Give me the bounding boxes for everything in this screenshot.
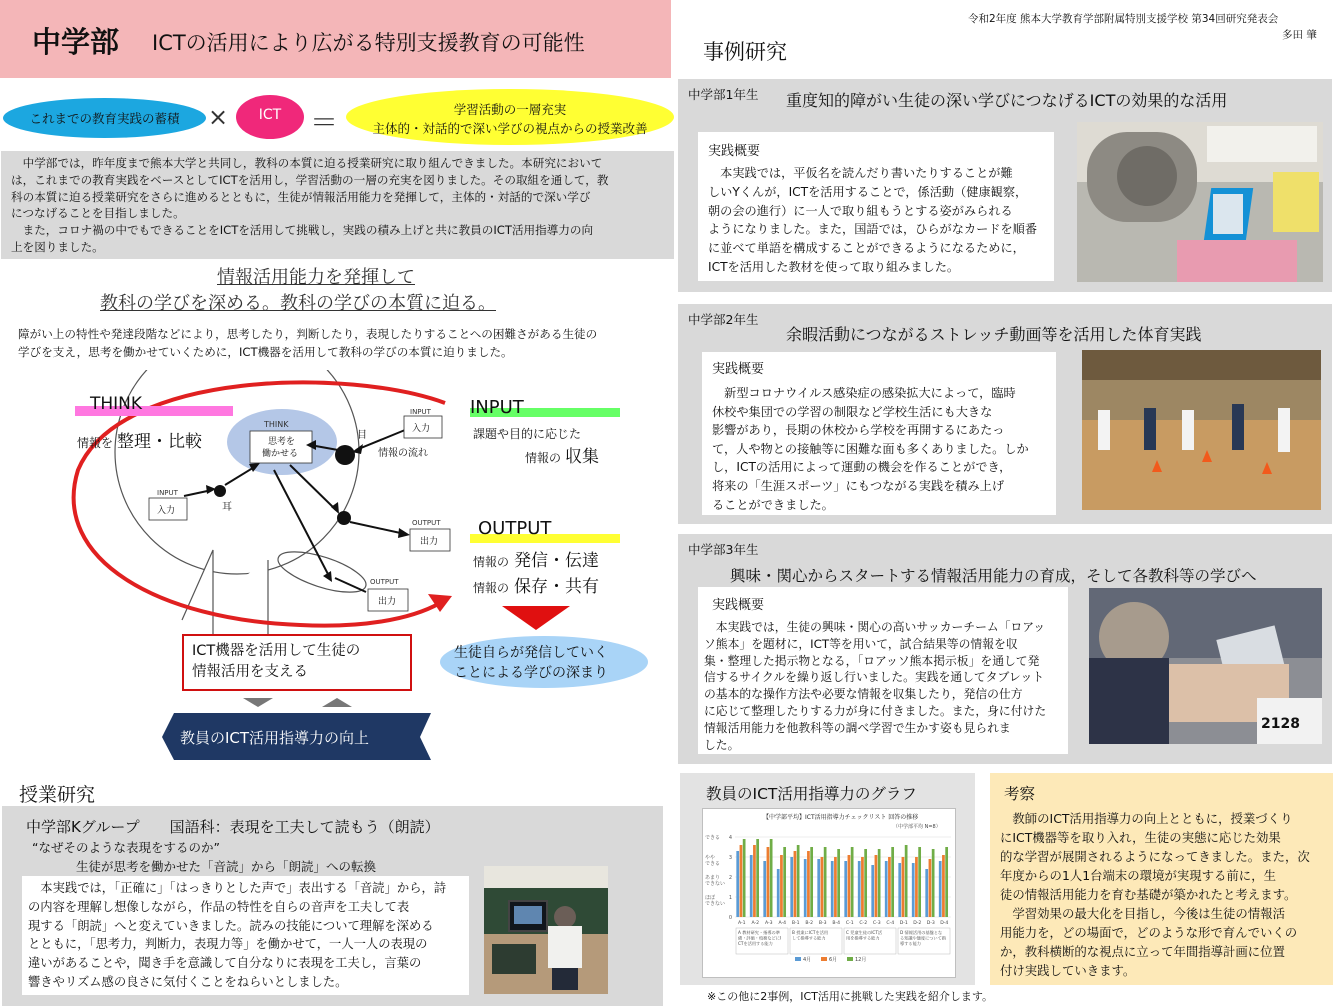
lesson-text-box (22, 876, 469, 995)
output-sub2b: 保存・共有 (514, 577, 599, 597)
case3-panel (678, 534, 1332, 764)
student-cloud-line1: 生徒自らが発信していく (454, 645, 608, 661)
small-output-low: OUTPUT (370, 578, 399, 586)
chart-legend-swatch (821, 957, 827, 961)
consideration-heading: 考察 (1004, 785, 1036, 803)
theme-description: 障がい上の特性や発達段階などにより，思考したり，判断したり，表現したりすることへの困難さがある生徒の 学びを支え，思考を働かせていくために，ICT機器を活用して教科の学びの本質に迫りました。 (18, 327, 598, 359)
chart-category-label: D-1 (899, 921, 908, 926)
chart-bar (821, 857, 824, 917)
case2-label: 実践概要 (712, 362, 765, 377)
flow-label: 情報の流れ (378, 448, 428, 459)
formula-ict-text: ICT (258, 107, 282, 123)
chart-group-label: B 授業にICTを活用 (792, 930, 829, 935)
chart-bar (858, 861, 861, 917)
chart-bar (844, 861, 847, 917)
chart-bar (753, 845, 756, 917)
chart-category-label: C-1 (845, 921, 854, 926)
chart-bar (885, 861, 888, 917)
page-title: ICTの活用により広がる特別支援教育の可能性 (152, 31, 585, 55)
consideration-panel (990, 773, 1333, 985)
chart-group-label: 備・評価・校務などにI (738, 935, 782, 941)
formula-accum-ellipse (3, 98, 206, 138)
chart-bar (932, 849, 935, 917)
output-box-low-label: 出力 (378, 597, 397, 607)
case3-grade: 中学部3年生 (688, 542, 759, 557)
formula-ict-ellipse (236, 95, 304, 139)
chart-bar (831, 861, 834, 917)
case2-panel (678, 304, 1332, 524)
chart-bar (891, 847, 894, 917)
output-sub2a: 情報の (473, 581, 510, 595)
chart-group-label: して指導する能力 (792, 935, 826, 941)
chart-bar (780, 855, 783, 917)
chart-level-label: できる (705, 861, 721, 867)
chart-bar (837, 849, 840, 917)
chart-level-label: やや (705, 855, 716, 861)
chart-bar (902, 857, 905, 917)
case2-photo (1082, 350, 1321, 510)
intro-text: 中学部では，昨年度まで熊本大学と共同し，教科の本質に迫る授業研究に取り組んできました。本研究において は，これまでの教育実践をベースとしてICTを活用し，学習活動の一層の充実を図りました。その取組を通して，教 科の本質に迫る授業研究をさらに進めるとともに，生徒が情報活用能力を発揮して，主体的・対話的で深い学び につなげることを目指しました。 また，コロナ禍の中でもできることをICTを活用して挑戦し，実践の積み上げと共に教員のICT活用指導力の向 上を図りました。 (11, 156, 609, 254)
chart-bar (824, 847, 827, 917)
chart-bar (878, 849, 881, 917)
chart-bar (864, 849, 867, 917)
small-input-right: INPUT (410, 408, 431, 416)
input-box-left-label: 入力 (157, 506, 176, 516)
chart-ytick-label: 3 (728, 855, 732, 861)
chart-bar (783, 847, 786, 917)
head-outline (115, 370, 359, 574)
chart-bar (925, 869, 928, 917)
chart-ytick-label: 4 (728, 835, 732, 841)
chart-bar (929, 859, 932, 917)
chart-ytick-label: 2 (728, 875, 732, 881)
chart-title: 【中学部平均】ICT活用指導力チェックリスト 回答の推移 (763, 814, 919, 821)
chart-category-label: D-3 (926, 921, 935, 926)
author-name: 多田 肇 (1282, 29, 1317, 41)
formula-result-line1: 学習活動の一層充実 (453, 102, 567, 117)
chart-group-label: る知識や態度について指 (900, 935, 946, 941)
student-cloud-line2: ことによる学びの深まり (454, 665, 608, 681)
think-sub-a: 情報を (77, 436, 114, 450)
graph-panel (680, 773, 975, 985)
lesson-body: 本実践では，「正確に」「はっきりとした声で」表出する「音読」から，詩 の内容を理解し想像しながら，作品の特性を自らの音声を工夫して表 現する「朗読」へと変えていきました。読みの技能について理解を深める とともに，「思考力，判断力，表現力等」を働かせて，一人一人の表現の 違いがあることや，聞き手を意識して自分なりに表現を工夫し，言葉の 響きやリズム感の良さに気付くことをねらいとしました。 (28, 881, 447, 989)
input-heading: INPUT (470, 397, 524, 418)
chart-group-label: D 情報活用の基盤とな (900, 930, 943, 935)
chart-group-label: CTを活用する能力 (738, 941, 773, 946)
chart-category-label: B-1 (791, 921, 800, 926)
ict-support-line2: 情報活用を支える (192, 664, 308, 680)
output-heading: OUTPUT (478, 518, 552, 539)
chart-level-label: あまり (705, 875, 721, 881)
chart-category-label: B-4 (832, 921, 841, 926)
chart-bar (797, 845, 800, 917)
case2-title: 余暇活動につながるストレッチ動画等を活用した体育実践 (786, 325, 1202, 344)
case-study-heading: 事例研究 (703, 40, 787, 64)
chart-category-label: D-4 (940, 921, 949, 926)
chart-bar (848, 855, 851, 917)
footnote: ※この他に2事例，ICT活用に挑戦した実践を紹介します。 (707, 990, 993, 1003)
case1-text-box (698, 132, 1054, 281)
theme-line2: 教科の学びを深める。教科の学びの本質に迫る。 (100, 293, 496, 314)
consideration-body: 教師のICT活用指導力の向上とともに，授業づくり にICT機器等を取り入れ，生徒の実態に応じた効果 的な学習が展開されるようになってきました。また，次 年度からの1人1台端末の環境が実現する前に，生 徒の情報活用能力を育む基礎が築かれたと考えます。 学習効果の最大化を目指し，今後は生徒の情報活 用能力を，どの場面で，どのような形で育んでいくの か，教科横断的な視点に立って年間指導計画に位置 付け実践していきます。 (1000, 811, 1310, 978)
chart-bar (790, 857, 793, 917)
chart-legend-swatch (795, 957, 801, 961)
chart-bar (794, 851, 797, 917)
input-sub2a: 情報の (525, 451, 562, 465)
input-sub1: 課題や目的に応じた (473, 427, 582, 441)
chart-bar (756, 839, 759, 917)
chart-bar (834, 857, 837, 917)
think-heading: THINK (90, 394, 143, 414)
department-label: 中学部 (32, 25, 120, 59)
equals-sign: ＝ (310, 106, 339, 139)
chart-level-label: できる (705, 835, 721, 841)
case3-body: 本実践では，生徒の興味・関心の高いサッカーチーム「ロアッ ソ熊本」を題材に，ICT等を用いて，試合結果等の情報を収 集・整理した掲示物となる，「ロアッソ熊本掲示板」を通して発 信するサイクルを繰り返し行いました。実践を通してタブレット の基本的な操作方法や必要な情報を収集したり，発信の仕方 に応じて整理したりする力が身に付きました。また，身に付けた 情報活用能力を他教科等の調べ学習で生かす姿も見られま した。 (704, 620, 1047, 752)
gray-down-arrow (243, 698, 273, 707)
chart-bar (942, 855, 945, 917)
chart-bar (912, 863, 915, 917)
case1-title: 重度知的障がい生徒の深い学びにつなげるICTの効果的な活用 (786, 91, 1228, 110)
thought-line2: 働かせる (262, 449, 299, 459)
chart-bar (817, 859, 820, 917)
chart-category-label: B-3 (818, 921, 827, 926)
case1-label: 実践概要 (708, 144, 761, 159)
theme-line1: 情報活用能力を発揮して (217, 267, 415, 288)
case1-photo (1077, 122, 1323, 282)
chart-category-label: C-2 (859, 921, 868, 926)
chart-ytick-label: 0 (728, 915, 732, 921)
case1-body: 本実践では，平仮名を読んだり書いたりすることが難 しいYくんが，ICTを活用することで，係活動（健康観察， 朝の会の進行）に一人で取り組もうとする姿がみられる ようになりました。また，国語では，ひらがなカードを順番 に並べて単語を構成することができるようになるために， ICTを活用した教材を使って取り組みました。 (708, 166, 1038, 274)
formula-result-line2: 主体的・対話的で深い学びの視点からの授業改善 (372, 121, 648, 136)
chart-category-label: C-3 (872, 921, 881, 926)
think-sub-b: 整理・比較 (117, 432, 202, 452)
mouth-dot (337, 511, 351, 525)
lesson-group: 中学部Kグループ 国語科：表現を工夫して読もう（朗読） (26, 818, 440, 836)
conference-line: 令和2年度 熊本大学教育学部附属特別支援学校 第34回研究発表会 (968, 13, 1279, 25)
chart-bar (898, 863, 901, 917)
chart-bar (888, 857, 891, 917)
input-box-right-label: 入力 (412, 424, 431, 434)
chart-bar (810, 847, 813, 917)
chart-bar (743, 839, 746, 917)
ear-dot (214, 485, 226, 497)
chart-group-label: 用を指導する能力 (846, 935, 880, 941)
formula-accum-text: これまでの教育実践の蓄積 (29, 111, 180, 126)
gray-up-arrow (322, 698, 352, 707)
chart-group-label: A 教材研究・指導の準 (738, 930, 780, 935)
chart-category-label: A-2 (751, 921, 760, 926)
chart-bar (750, 855, 753, 917)
chart-category-label: A-1 (737, 921, 746, 926)
chart-legend-label: 4月 (803, 957, 812, 963)
chart-group-label: 導する能力 (900, 941, 921, 946)
graph-heading: 教員のICT活用指導力のグラフ (706, 785, 917, 803)
case3-text-box (698, 587, 1068, 754)
chart-category-label: A-4 (778, 921, 787, 926)
teacher-banner-text: 教員のICT活用指導力の向上 (180, 729, 370, 747)
chart-bar (763, 861, 766, 917)
chart-category-label: B-2 (805, 921, 814, 926)
case2-body: 新型コロナウイルス感染症の感染拡大によって，臨時 休校や集団での学習の制限など学校生活にも大きな 影響があり，長期の休校から学校を再開するにあたっ て，人や物との接触等に困難な面も多くありました。しか し，ICTの活用によって運動の機会を作ることができ， 将来の「生涯スポーツ」にもつながる実践を積み上げ ることができました。 (712, 386, 1029, 512)
input-sub2b: 収集 (565, 447, 599, 467)
thought-line1: 思考を (268, 437, 296, 447)
chart-bar (804, 859, 807, 917)
chart-bar (740, 845, 743, 917)
chart-bar (939, 861, 942, 917)
info-flow-diagram (0, 370, 676, 760)
chart-level-label: できない (705, 901, 726, 907)
chart-card (702, 808, 956, 978)
case1-panel (678, 79, 1332, 292)
small-output-mid: OUTPUT (412, 519, 441, 527)
multiply-sign: × (208, 103, 229, 131)
output-box-mid-label: 出力 (420, 537, 439, 547)
ict-support-line1: ICT機器を活用して生徒の (192, 643, 361, 659)
chart-bar (736, 851, 739, 917)
ict-support-box (182, 634, 412, 691)
chart-ytick-label: 1 (728, 895, 732, 901)
chart-legend-label: 6月 (829, 957, 838, 963)
chart-bar (861, 857, 864, 917)
lesson-heading: 授業研究 (19, 784, 96, 806)
chart-bar (851, 847, 854, 917)
case1-grade: 中学部1年生 (688, 87, 759, 102)
chart-category-label: A-3 (764, 921, 773, 926)
chart-bar (770, 839, 773, 917)
case3-photo-text: 2128 (1261, 716, 1300, 732)
eye-dot (335, 445, 355, 465)
ear-label: 耳 (222, 502, 232, 513)
chart-level-label: できない (705, 881, 726, 887)
chart-subtitle: （中学部平均 N=8） (893, 824, 941, 830)
chart-level-label: ほぼ (705, 895, 716, 901)
intro-panel (1, 151, 674, 259)
chart-bar (875, 855, 878, 917)
lesson-panel (2, 806, 663, 1006)
chart-bar (807, 851, 810, 917)
ict-chart (703, 809, 957, 979)
chart-legend-label: 12月 (855, 957, 867, 963)
case3-label: 実践概要 (712, 598, 765, 613)
output-sub1a: 情報の (473, 555, 510, 569)
head-think-label: THINK (264, 420, 289, 429)
case2-text-box (702, 352, 1056, 515)
chart-bar (915, 857, 918, 917)
lesson-question: “なぜそのような表現をするのか” (32, 840, 220, 855)
formula-result-ellipse (346, 89, 674, 145)
chart-legend-swatch (847, 957, 853, 961)
chart-bar (871, 865, 874, 917)
output-sub1b: 発信・伝達 (514, 551, 599, 571)
chart-bar (767, 847, 770, 917)
chart-bar (777, 869, 780, 917)
case3-title: 興味・関心からスタートする情報活用能力の育成，そして各教科等の学びへ (730, 567, 1257, 585)
chart-bar (905, 845, 908, 917)
chart-bar (945, 847, 948, 917)
case3-photo (1089, 588, 1322, 744)
down-triangle (502, 606, 570, 630)
chart-bar (918, 847, 921, 917)
chart-category-label: C-4 (886, 921, 895, 926)
chart-category-label: D-2 (913, 921, 922, 926)
case2-grade: 中学部2年生 (688, 312, 759, 327)
eye-label: 目 (357, 430, 367, 441)
small-input-left: INPUT (157, 489, 178, 497)
chart-group-label: C 児童生徒のICT活 (846, 930, 883, 935)
title-banner (0, 0, 671, 78)
hand-ellipse (274, 544, 371, 601)
lesson-transition: 生徒が思考を働かせた「音読」から「朗読」への転換 (76, 859, 377, 874)
classroom-photo (484, 866, 608, 994)
